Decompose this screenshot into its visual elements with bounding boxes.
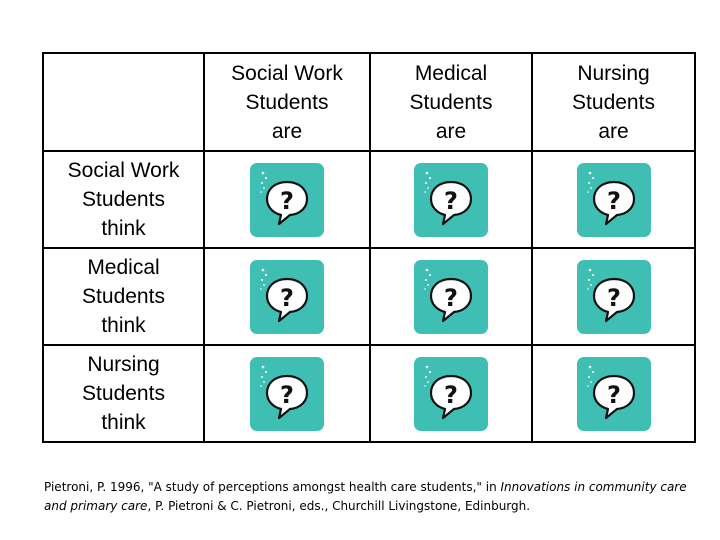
question-speech-bubble-icon [414,357,488,431]
question-mark: ? [606,283,621,312]
row-header-line: Students [82,382,165,405]
question-speech-bubble-icon [250,163,324,237]
row-header-line: think [101,217,146,240]
question-speech-bubble-icon [577,260,651,334]
column-header-line: Students [409,90,493,114]
table-row [43,345,695,442]
matrix-cell [532,151,695,248]
question-speech-bubble-icon [250,260,324,334]
table-row [43,248,695,345]
row-header-nursing [43,345,204,442]
header-row [43,53,695,151]
question-speech-bubble-icon [577,357,651,431]
matrix-cell [204,151,370,248]
column-header-line: Nursing [577,61,650,85]
matrix-cell [370,345,532,442]
question-mark: ? [280,380,294,409]
row-header-line: Social Work [67,159,180,182]
table-row [43,151,695,248]
question-speech-bubble-icon [250,357,324,431]
question-mark: ? [280,283,294,312]
perception-matrix [42,52,696,443]
row-header-line: Nursing [87,353,160,376]
matrix-cell [370,248,532,345]
column-header-line: are [271,119,303,143]
column-header-medical [370,53,532,151]
column-header-line: are [435,119,467,143]
matrix-cell [532,345,695,442]
matrix-cell [204,345,370,442]
corner-cell [43,53,204,151]
row-header-medical [43,248,204,345]
row-header-line: think [101,314,146,337]
citation-title: Innovations in community care and primary care [44,480,687,513]
question-mark: ? [280,186,294,215]
column-header-line: Social Work [231,61,343,85]
column-header-line: Students [572,90,655,114]
question-mark: ? [444,380,458,409]
question-mark: ? [444,186,458,215]
matrix-cell [370,151,532,248]
question-mark: ? [606,380,621,409]
question-speech-bubble-icon [577,163,651,237]
citation-text: , P. Pietroni & C. Pietroni, eds., Churchill Livingstone, Edinburgh. [147,499,531,513]
matrix-cell [532,248,695,345]
matrix-body [43,151,695,442]
row-header-line: Students [82,188,165,211]
row-header-line: Medical [87,256,160,279]
matrix-cell [204,248,370,345]
row-header-line: Students [82,285,165,308]
row-header-line: think [101,411,146,434]
column-header-line: are [598,119,629,143]
question-mark: ? [444,283,458,312]
question-speech-bubble-icon [414,163,488,237]
column-header-line: Medical [414,61,488,85]
column-header-line: Students [245,90,329,114]
column-header-nursing [532,53,695,151]
citation-text: Pietroni, P. 1996, "A study of perceptions amongst health care students," in [44,480,501,494]
citation [44,478,704,516]
question-speech-bubble-icon [414,260,488,334]
column-header-social-work [204,53,370,151]
row-header-social-work [43,151,204,248]
question-mark: ? [606,186,621,215]
